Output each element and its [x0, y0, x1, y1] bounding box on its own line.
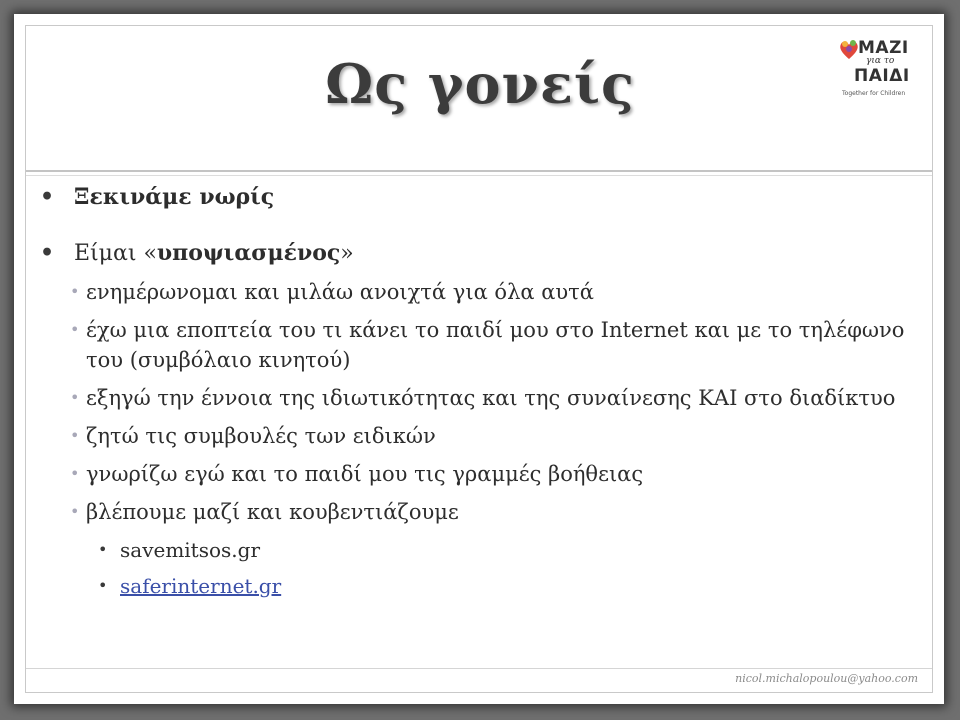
savemitsos-text: savemitsos.gr [120, 538, 261, 562]
bullet-text: Ξεκινάμε νωρίς [74, 184, 275, 210]
sub-bullet-marker: • [70, 502, 80, 521]
footer-divider [26, 668, 932, 669]
logo-word-gia-to: για το [866, 56, 895, 66]
slide-content [40, 182, 920, 607]
author-email: nicol.michalopoulou@yahoo.com [735, 672, 918, 685]
sub-bullet-1 [40, 277, 920, 307]
bullet-be-aware [40, 238, 920, 269]
sub-bullet-5 [40, 459, 920, 489]
sub-bullet-text: εξηγώ την έννοια της ιδιωτικότητας και της συναίνεσης ΚΑΙ στο διαδίκτυο [86, 386, 896, 410]
link-item-saferinternet [40, 571, 920, 601]
bullet-text-bold: υποψιασμένος [156, 240, 341, 266]
sub-bullet-text: ζητώ τις συμβουλές των ειδικών [86, 424, 436, 448]
saferinternet-link[interactable]: saferinternet.gr [120, 574, 282, 598]
logo-tagline: Together for Children [842, 90, 906, 97]
sub-bullet-marker: • [70, 282, 80, 301]
bullet-start-early [40, 182, 920, 212]
sub-bullet-marker: • [70, 320, 80, 339]
mazi-gia-to-paidi-logo [836, 36, 916, 106]
slide-title: Ως γονείς [325, 52, 635, 116]
link-bullet-marker: • [98, 576, 108, 595]
sub-bullet-6 [40, 497, 920, 527]
sub-bullet-marker: • [70, 388, 80, 407]
logo-word-mazi: ΜΑΖΙ [858, 38, 909, 58]
sub-bullet-text: βλέπουμε μαζί και κουβεντιάζουμε [86, 500, 459, 524]
sub-bullet-4 [40, 421, 920, 451]
sub-bullet-text: ενημέρωνομαι και μιλάω ανοιχτά για όλα αυτά [86, 280, 594, 304]
sub-bullet-3 [40, 383, 920, 413]
link-item-savemitsos [40, 535, 920, 565]
title-divider-thin [26, 175, 932, 176]
sub-bullet-marker: • [70, 464, 80, 483]
sub-bullet-marker: • [70, 426, 80, 445]
link-bullet-marker: • [98, 540, 108, 559]
bullet-text-prefix: Είμαι « [74, 241, 157, 266]
bullet-text-suffix: » [340, 241, 354, 266]
sub-bullet-2 [40, 315, 920, 375]
sub-bullet-text: γνωρίζω εγώ και το παιδί μου τις γραμμές βοήθειας [86, 462, 644, 486]
logo-word-paidi: ΠΑΙΔΙ [854, 66, 910, 86]
bullet-marker: • [40, 184, 55, 210]
title-divider [26, 170, 932, 172]
heart-balloon-icon [838, 38, 860, 62]
bullet-marker: • [40, 240, 55, 266]
sub-bullet-text: έχω μια εποπτεία του τι κάνει το παιδί μου στο Internet και με το τηλέφωνο του (συμβόλαιο κινητού) [86, 318, 905, 372]
